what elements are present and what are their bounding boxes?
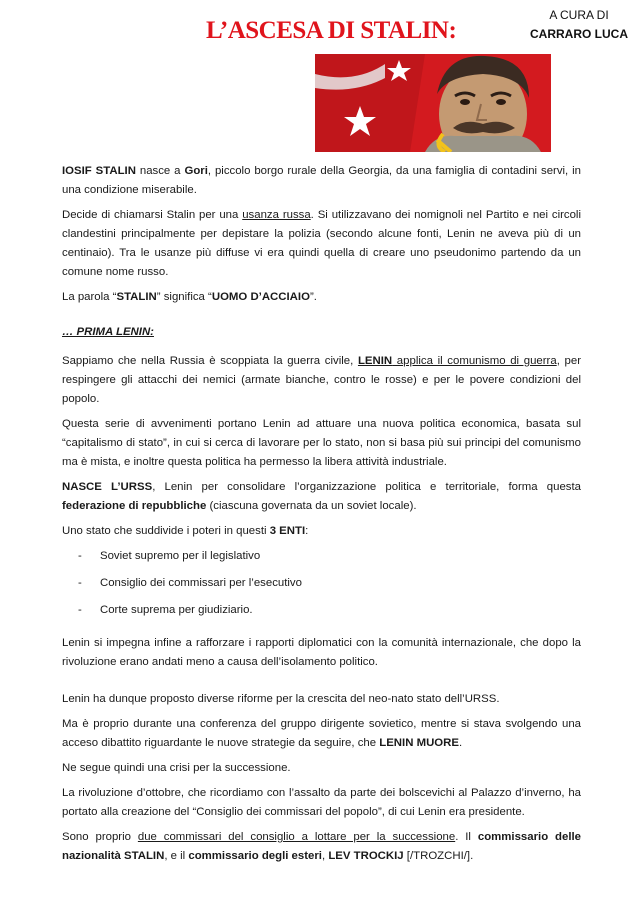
paragraph-birth: IOSIF STALIN nasce a Gori, piccolo borgo rurale della Georgia, da una famiglia di contadini servi, in una condizione miserabile.	[62, 165, 581, 196]
paragraph-urss: NASCE L’URSS, Lenin per consolidare l’organizzazione politica e territoriale, forma questa federazione di repubbliche (ciascuna governata da un soviet locale).	[62, 481, 581, 512]
page-title: L’ASCESA DI STALIN:	[206, 17, 457, 44]
paragraph-succession: Sono proprio due commissari del consiglio a lottare per la successione. Il commissario delle nazionalità STALIN, e il commissario degli esteri, LEV TROCKIJ [/TROZCHI/].	[62, 831, 582, 862]
list-item: - Soviet supremo per il legislativo	[62, 547, 581, 574]
stalin-name: IOSIF STALIN	[62, 165, 136, 177]
enti-list	[62, 547, 581, 628]
paragraph-name-origin: Decide di chiamarsi Stalin per una usanza russa. Si utilizzavano dei nomignoli nel Partito e nei circoli clandestini principalmente per depistare la polizia (secondo alcune fonti, Lenin ne aveva più di un centinaio). Tra le usanze più diffuse vi era quindi quella di creare uno pseudonimo partendo da un comune nome russo.	[62, 209, 581, 278]
paragraph-nep: Questa serie di avvenimenti portano Lenin ad attuare una nuova politica economica, basata sul “capitalismo di stato”, in cui si cerca di lavorare per lo stato, non si basa più sui principi del comunismo ma è mista, e inoltre questa politica ha permesso la libera attività industriale.	[62, 418, 581, 468]
list-item: - Corte suprema per giudiziario.	[62, 601, 581, 628]
paragraph-enti-intro: Uno stato che suddivide i poteri in questi 3 ENTI:	[62, 525, 309, 537]
paragraph-crisis: Ne segue quindi una crisi per la successione.	[62, 762, 291, 774]
list-item: - Consiglio dei commissari per l’esecutivo	[62, 574, 581, 601]
curator-label: A CURA DI	[549, 8, 609, 22]
paragraph-diplomacy: Lenin si impegna infine a rafforzare i rapporti diplomatici con la comunità internazionale, che dopo la rivoluzione erano andati meno a causa dell’isolamento politico.	[62, 637, 581, 668]
paragraph-reforms: Lenin ha dunque proposto diverse riforme per la crescita del neo-nato stato dell’URSS.	[62, 693, 500, 705]
author-credit	[530, 6, 628, 44]
paragraph-civil-war: Sappiamo che nella Russia è scoppiata la guerra civile, LENIN applica il comunismo di guerra, per respingere gli attacchi dei nemici (armate bianche, contro le rosse) e per le povere condizioni del popolo.	[62, 355, 581, 405]
soviet-flag-illustration	[315, 54, 551, 152]
stalin-portrait-image	[315, 54, 551, 152]
section-heading-prima-lenin: … PRIMA LENIN:	[62, 326, 154, 338]
curator-name: CARRARO LUCA	[530, 27, 628, 41]
gori: Gori	[184, 165, 208, 177]
paragraph-name-meaning: La parola “STALIN” significa “UOMO D’ACCIAIO”.	[62, 291, 317, 303]
usanza-russa: usanza russa	[242, 209, 311, 221]
paragraph-lenin-death: Ma è proprio durante una conferenza del gruppo dirigente sovietico, mentre si stava svolgendo una acceso dibattito riguardante le nuove strategie da seguire, che LENIN MUORE.	[62, 718, 581, 749]
paragraph-october-revolution: La rivoluzione d’ottobre, che ricordiamo con l’assalto da parte dei bolscevichi al Palazzo d’inverno, ha portato alla creazione del “Consiglio dei commissari del popolo”, di cui Lenin era presidente.	[62, 787, 581, 818]
document-body	[62, 162, 581, 872]
